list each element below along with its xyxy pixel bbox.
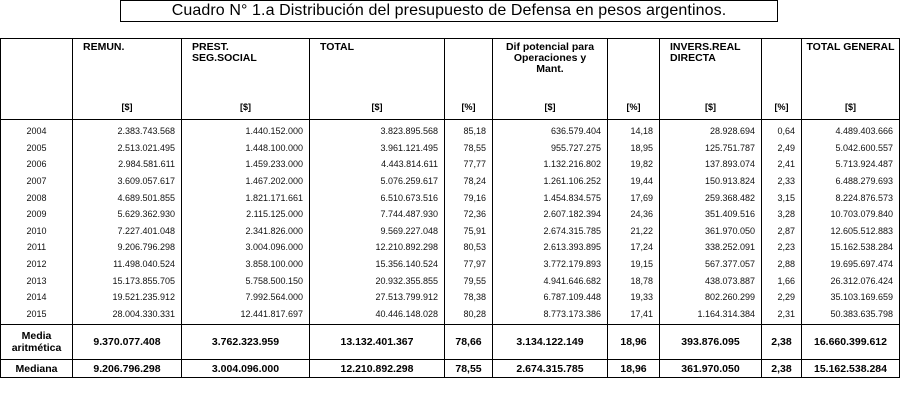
header-pct-total: [%] — [445, 39, 493, 120]
cell-total: 7.744.487.930 — [310, 206, 445, 223]
header-year — [1, 39, 73, 120]
header-prest: PREST. SEG.SOCIAL [$] — [182, 39, 310, 120]
cell-pct-dif: 19,82 — [608, 156, 660, 173]
cell-prest: 5.758.500.150 — [182, 272, 310, 289]
cell-pct-invers: 1,66 — [762, 272, 802, 289]
cell-pct-invers: 2,33 — [762, 173, 802, 190]
cell-pct-total: 78,38 — [445, 289, 493, 306]
cell-total: 40.446.148.028 — [310, 306, 445, 325]
cell-pct-invers: 2,41 — [762, 156, 802, 173]
summary-pct-dif: 18,96 — [608, 360, 660, 378]
table-row — [1, 223, 900, 240]
cell-remun: 2.984.581.611 — [73, 156, 182, 173]
cell-pct-dif: 17,24 — [608, 239, 660, 256]
cell-total-general: 19.695.697.474 — [802, 256, 900, 273]
budget-table — [0, 38, 900, 378]
cell-remun: 19.521.235.912 — [73, 289, 182, 306]
cell-invers: 351.409.516 — [660, 206, 762, 223]
cell-total-general: 50.383.635.798 — [802, 306, 900, 325]
cell-remun: 5.629.362.930 — [73, 206, 182, 223]
header-invers: INVERS.REAL DIRECTA [$] — [660, 39, 762, 120]
cell-invers: 259.368.482 — [660, 189, 762, 206]
cell-prest: 7.992.564.000 — [182, 289, 310, 306]
cell-dif: 6.787.109.448 — [493, 289, 608, 306]
table-row — [1, 272, 900, 289]
table-row — [1, 289, 900, 306]
cell-dif: 2.674.315.785 — [493, 223, 608, 240]
cell-dif: 2.613.393.895 — [493, 239, 608, 256]
cell-total-general: 10.703.079.840 — [802, 206, 900, 223]
summary-remun: 9.206.796.298 — [73, 360, 182, 378]
cell-invers: 125.751.787 — [660, 140, 762, 157]
summary-pct-total: 78,66 — [445, 325, 493, 360]
table-row — [1, 239, 900, 256]
cell-pct-total: 79,16 — [445, 189, 493, 206]
year-cell: 2008 — [1, 189, 73, 206]
cell-total: 12.210.892.298 — [310, 239, 445, 256]
cell-invers: 567.377.057 — [660, 256, 762, 273]
summary-total: 13.132.401.367 — [310, 325, 445, 360]
cell-invers: 438.073.887 — [660, 272, 762, 289]
cell-total: 9.569.227.048 — [310, 223, 445, 240]
cell-pct-invers: 0,64 — [762, 120, 802, 140]
table-title: Cuadro N° 1.a Distribución del presupuesto de Defensa en pesos argentinos. — [120, 0, 778, 22]
summary-remun: 9.370.077.408 — [73, 325, 182, 360]
cell-pct-dif: 19,33 — [608, 289, 660, 306]
cell-dif: 2.607.182.394 — [493, 206, 608, 223]
cell-dif: 636.579.404 — [493, 120, 608, 140]
summary-pct-invers: 2,38 — [762, 360, 802, 378]
summary-invers: 393.876.095 — [660, 325, 762, 360]
cell-pct-total: 78,55 — [445, 140, 493, 157]
cell-invers: 361.970.050 — [660, 223, 762, 240]
cell-pct-invers: 2,29 — [762, 289, 802, 306]
cell-remun: 2.383.743.568 — [73, 120, 182, 140]
summary-pct-total: 78,55 — [445, 360, 493, 378]
cell-pct-dif: 19,44 — [608, 173, 660, 190]
cell-dif: 955.727.275 — [493, 140, 608, 157]
cell-dif: 4.941.646.682 — [493, 272, 608, 289]
cell-pct-total: 80,28 — [445, 306, 493, 325]
cell-total: 27.513.799.912 — [310, 289, 445, 306]
year-cell: 2012 — [1, 256, 73, 273]
cell-pct-total: 78,24 — [445, 173, 493, 190]
table-row — [1, 173, 900, 190]
cell-prest: 1.448.100.000 — [182, 140, 310, 157]
summary-total: 12.210.892.298 — [310, 360, 445, 378]
cell-remun: 2.513.021.495 — [73, 140, 182, 157]
cell-pct-total: 85,18 — [445, 120, 493, 140]
header-dif: Dif potencial para Operaciones y Mant. [$] — [493, 39, 608, 120]
cell-pct-total: 72,36 — [445, 206, 493, 223]
cell-pct-total: 80,53 — [445, 239, 493, 256]
cell-prest: 1.821.171.661 — [182, 189, 310, 206]
year-cell: 2004 — [1, 120, 73, 140]
cell-dif: 8.773.173.386 — [493, 306, 608, 325]
cell-remun: 28.004.330.331 — [73, 306, 182, 325]
year-cell: 2013 — [1, 272, 73, 289]
cell-prest: 2.341.826.000 — [182, 223, 310, 240]
cell-pct-invers: 3,28 — [762, 206, 802, 223]
summary-label: Media aritmética — [1, 325, 73, 360]
cell-pct-total: 79,55 — [445, 272, 493, 289]
cell-remun: 7.227.401.048 — [73, 223, 182, 240]
cell-pct-dif: 18,95 — [608, 140, 660, 157]
cell-prest: 3.858.100.000 — [182, 256, 310, 273]
cell-total-general: 26.312.076.424 — [802, 272, 900, 289]
cell-pct-total: 75,91 — [445, 223, 493, 240]
cell-total: 3.961.121.495 — [310, 140, 445, 157]
cell-remun: 11.498.040.524 — [73, 256, 182, 273]
cell-invers: 150.913.824 — [660, 173, 762, 190]
summary-pct-dif: 18,96 — [608, 325, 660, 360]
summary-invers: 361.970.050 — [660, 360, 762, 378]
cell-dif: 1.261.106.252 — [493, 173, 608, 190]
cell-pct-dif: 17,41 — [608, 306, 660, 325]
cell-prest: 3.004.096.000 — [182, 239, 310, 256]
year-cell: 2007 — [1, 173, 73, 190]
cell-dif: 1.132.216.802 — [493, 156, 608, 173]
cell-total-general: 12.605.512.883 — [802, 223, 900, 240]
table-row — [1, 140, 900, 157]
cell-pct-dif: 24,36 — [608, 206, 660, 223]
cell-remun: 3.609.057.617 — [73, 173, 182, 190]
summary-label: Mediana — [1, 360, 73, 378]
summary-prest: 3.762.323.959 — [182, 325, 310, 360]
header-total: TOTAL [$] — [310, 39, 445, 120]
summary-total-general: 16.660.399.612 — [802, 325, 900, 360]
cell-total: 20.932.355.855 — [310, 272, 445, 289]
cell-invers: 28.928.694 — [660, 120, 762, 140]
summary-row-media — [1, 325, 900, 360]
header-pct-dif: [%] — [608, 39, 660, 120]
header-row — [1, 39, 900, 120]
cell-prest: 1.440.152.000 — [182, 120, 310, 140]
table-row — [1, 306, 900, 325]
cell-total-general: 6.488.279.693 — [802, 173, 900, 190]
cell-total: 6.510.673.516 — [310, 189, 445, 206]
year-cell: 2009 — [1, 206, 73, 223]
cell-pct-dif: 21,22 — [608, 223, 660, 240]
table-row — [1, 189, 900, 206]
cell-pct-total: 77,77 — [445, 156, 493, 173]
cell-remun: 4.689.501.855 — [73, 189, 182, 206]
cell-pct-dif: 19,15 — [608, 256, 660, 273]
cell-pct-dif: 18,78 — [608, 272, 660, 289]
cell-dif: 1.454.834.575 — [493, 189, 608, 206]
year-cell: 2005 — [1, 140, 73, 157]
table-row — [1, 206, 900, 223]
cell-invers: 802.260.299 — [660, 289, 762, 306]
header-remun: REMUN. [$] — [73, 39, 182, 120]
table-row — [1, 256, 900, 273]
summary-dif: 2.674.315.785 — [493, 360, 608, 378]
cell-total-general: 4.489.403.666 — [802, 120, 900, 140]
cell-total: 15.356.140.524 — [310, 256, 445, 273]
cell-total-general: 15.162.538.284 — [802, 239, 900, 256]
summary-total-general: 15.162.538.284 — [802, 360, 900, 378]
year-cell: 2011 — [1, 239, 73, 256]
table-row — [1, 120, 900, 140]
cell-invers: 137.893.074 — [660, 156, 762, 173]
summary-pct-invers: 2,38 — [762, 325, 802, 360]
summary-dif: 3.134.122.149 — [493, 325, 608, 360]
cell-total-general: 5.042.600.557 — [802, 140, 900, 157]
cell-prest: 2.115.125.000 — [182, 206, 310, 223]
cell-prest: 1.459.233.000 — [182, 156, 310, 173]
year-cell: 2014 — [1, 289, 73, 306]
summary-row-mediana — [1, 360, 900, 378]
year-cell: 2010 — [1, 223, 73, 240]
year-cell: 2015 — [1, 306, 73, 325]
cell-pct-invers: 2,23 — [762, 239, 802, 256]
cell-remun: 15.173.855.705 — [73, 272, 182, 289]
cell-pct-invers: 2,49 — [762, 140, 802, 157]
cell-invers: 338.252.091 — [660, 239, 762, 256]
cell-total: 5.076.259.617 — [310, 173, 445, 190]
cell-invers: 1.164.314.384 — [660, 306, 762, 325]
cell-prest: 1.467.202.000 — [182, 173, 310, 190]
cell-total-general: 35.103.169.659 — [802, 289, 900, 306]
header-pct-invers: [%] — [762, 39, 802, 120]
cell-pct-invers: 2,87 — [762, 223, 802, 240]
cell-pct-total: 77,97 — [445, 256, 493, 273]
cell-dif: 3.772.179.893 — [493, 256, 608, 273]
table-row — [1, 156, 900, 173]
cell-total: 3.823.895.568 — [310, 120, 445, 140]
cell-pct-dif: 14,18 — [608, 120, 660, 140]
cell-total: 4.443.814.611 — [310, 156, 445, 173]
cell-pct-invers: 3,15 — [762, 189, 802, 206]
cell-prest: 12.441.817.697 — [182, 306, 310, 325]
cell-pct-invers: 2,31 — [762, 306, 802, 325]
cell-remun: 9.206.796.298 — [73, 239, 182, 256]
cell-pct-invers: 2,88 — [762, 256, 802, 273]
cell-total-general: 5.713.924.487 — [802, 156, 900, 173]
summary-prest: 3.004.096.000 — [182, 360, 310, 378]
header-total-general: TOTAL GENERAL [$] — [802, 39, 900, 120]
year-cell: 2006 — [1, 156, 73, 173]
cell-total-general: 8.224.876.573 — [802, 189, 900, 206]
cell-pct-dif: 17,69 — [608, 189, 660, 206]
